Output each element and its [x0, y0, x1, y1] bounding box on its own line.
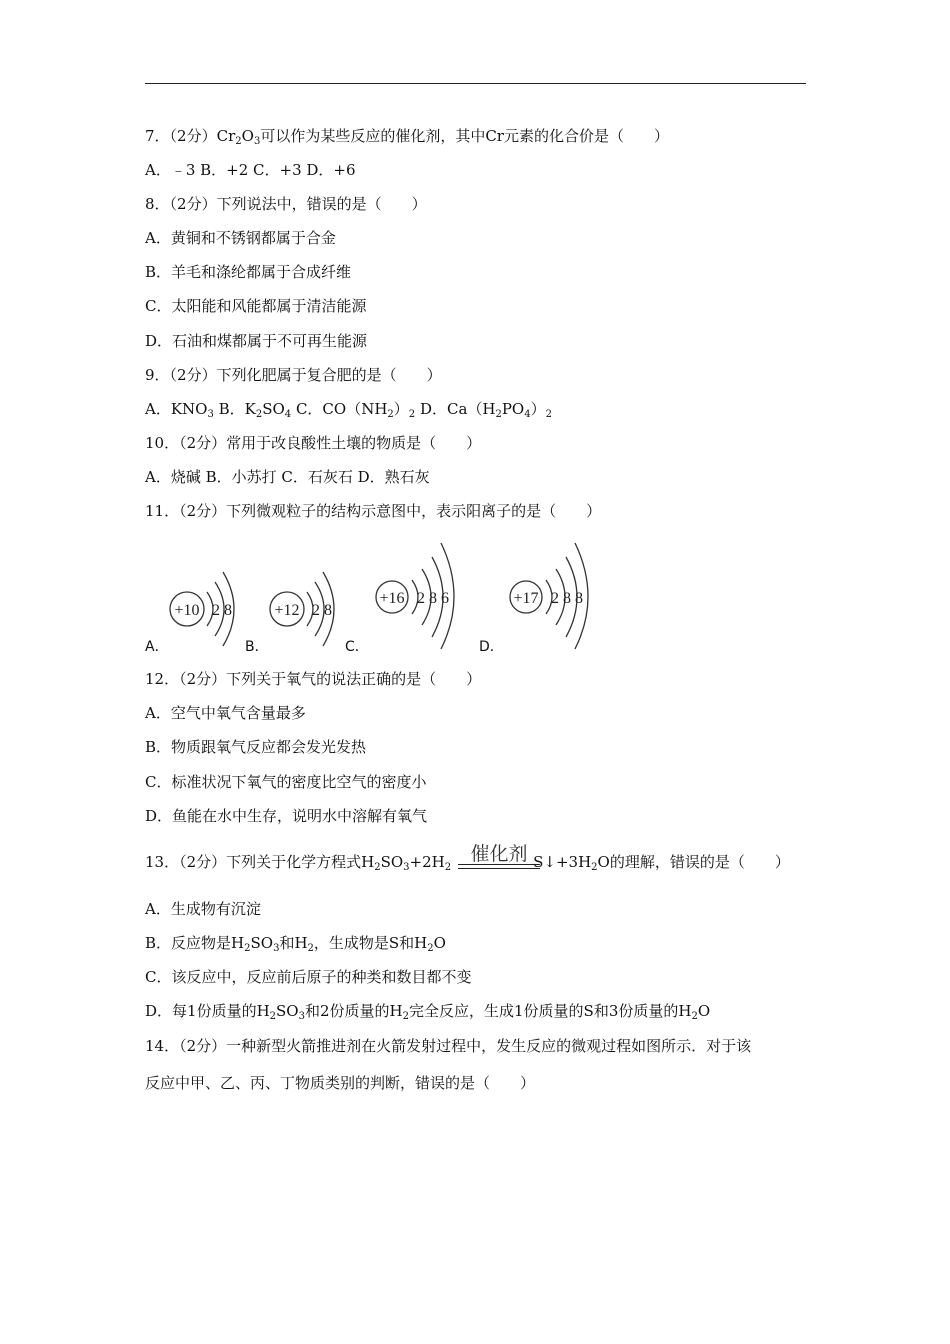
- q13-option-a: A．生成物有沉淀: [145, 900, 261, 918]
- q13-option-d: D．每1份质量的$H_2SO_3$和2份质量的$H_2$完全反应，生成1份质量的S和3份质量的$H_2O$: [145, 1002, 711, 1022]
- atom-a-nucleus: +10: [174, 602, 200, 619]
- q9-options: A．$KNO_3$ B．$K_2SO_4$ C．$CO(NH_2)_2$ D．$Ca(H_2PO_4)_2$: [145, 400, 552, 420]
- q14-stem-line1: 14．（2分）一种新型火箭推进剂在火箭发射过程中，发生反应的微观过程如图所示．对于该: [145, 1037, 752, 1055]
- q10-options: A．烧碱 B．小苏打 C．石灰石 D．熟石灰: [145, 468, 430, 486]
- atom-d-shells: 2 8 8: [551, 590, 583, 607]
- q9-stem: 9．（2分）下列化肥属于复合肥的是（ ）: [145, 366, 442, 384]
- atom-b-shells: 2 8: [312, 602, 332, 619]
- atom-b-nucleus: +12: [274, 602, 300, 619]
- atom-c-label: C．: [345, 639, 369, 655]
- q11-stem: 11．（2分）下列微观粒子的结构示意图中，表示阳离子的是（ ）: [145, 502, 602, 520]
- atom-b-label: B．: [245, 639, 269, 655]
- q12-option-a: A．空气中氧气含量最多: [145, 704, 306, 722]
- q8-option-b: B．羊毛和涤纶都属于合成纤维: [145, 263, 352, 281]
- q13-stem: 13．（2分）下列关于化学方程式$H_2SO_3+2H_2$ $S↓+3H_2O$的理解，错误的是（ ）: [145, 853, 790, 873]
- q13-equals-bottom: [458, 868, 540, 869]
- header-rule: [145, 83, 806, 84]
- q8-option-c: C．太阳能和风能都属于清洁能源: [145, 297, 367, 315]
- q8-option-d: D．石油和煤都属于不可再生能源: [145, 332, 368, 350]
- atom-d-label: D．: [479, 639, 504, 655]
- q12-stem: 12．（2分）下列关于氧气的说法正确的是（ ）: [145, 670, 482, 688]
- q7-options: A．﹣3 B．+2 C．+3 D．+6: [145, 161, 356, 179]
- atom-a-shells: 2 8: [212, 602, 232, 619]
- q13-catalyst-label: 催化剂: [470, 843, 528, 865]
- q8-stem: 8．（2分）下列说法中，错误的是（ ）: [145, 195, 427, 213]
- atom-c-nucleus: +16: [379, 590, 405, 607]
- q13-option-c: C．该反应中，反应前后原子的种类和数目都不变: [145, 968, 472, 986]
- q13-equals-top: [458, 864, 540, 865]
- q10-stem: 10．（2分）常用于改良酸性土壤的物质是（ ）: [145, 434, 482, 452]
- atom-diagrams: [145, 537, 665, 659]
- q14-stem-line2: 反应中甲、乙、丙、丁物质类别的判断，错误的是（ ）: [145, 1074, 536, 1092]
- q13-option-b: B．反应物是$H_2SO_3$和$H_2$，生成物是S和$H_2O$: [145, 934, 446, 954]
- q12-option-d: D．鱼能在水中生存，说明水中溶解有氧气: [145, 807, 428, 825]
- atom-d-nucleus: +17: [513, 590, 539, 607]
- q7-stem: 7．（2分）$Cr_2O_3$可以作为某些反应的催化剂，其中Cr元素的化合价是（ ）: [145, 127, 669, 147]
- atom-c-shells: 2 8 6: [417, 590, 449, 607]
- q8-option-a: A．黄铜和不锈钢都属于合金: [145, 229, 336, 247]
- q12-option-c: C．标准状况下氧气的密度比空气的密度小: [145, 773, 427, 791]
- q12-option-b: B．物质跟氧气反应都会发光发热: [145, 738, 367, 756]
- atom-a-label: A．: [145, 639, 169, 655]
